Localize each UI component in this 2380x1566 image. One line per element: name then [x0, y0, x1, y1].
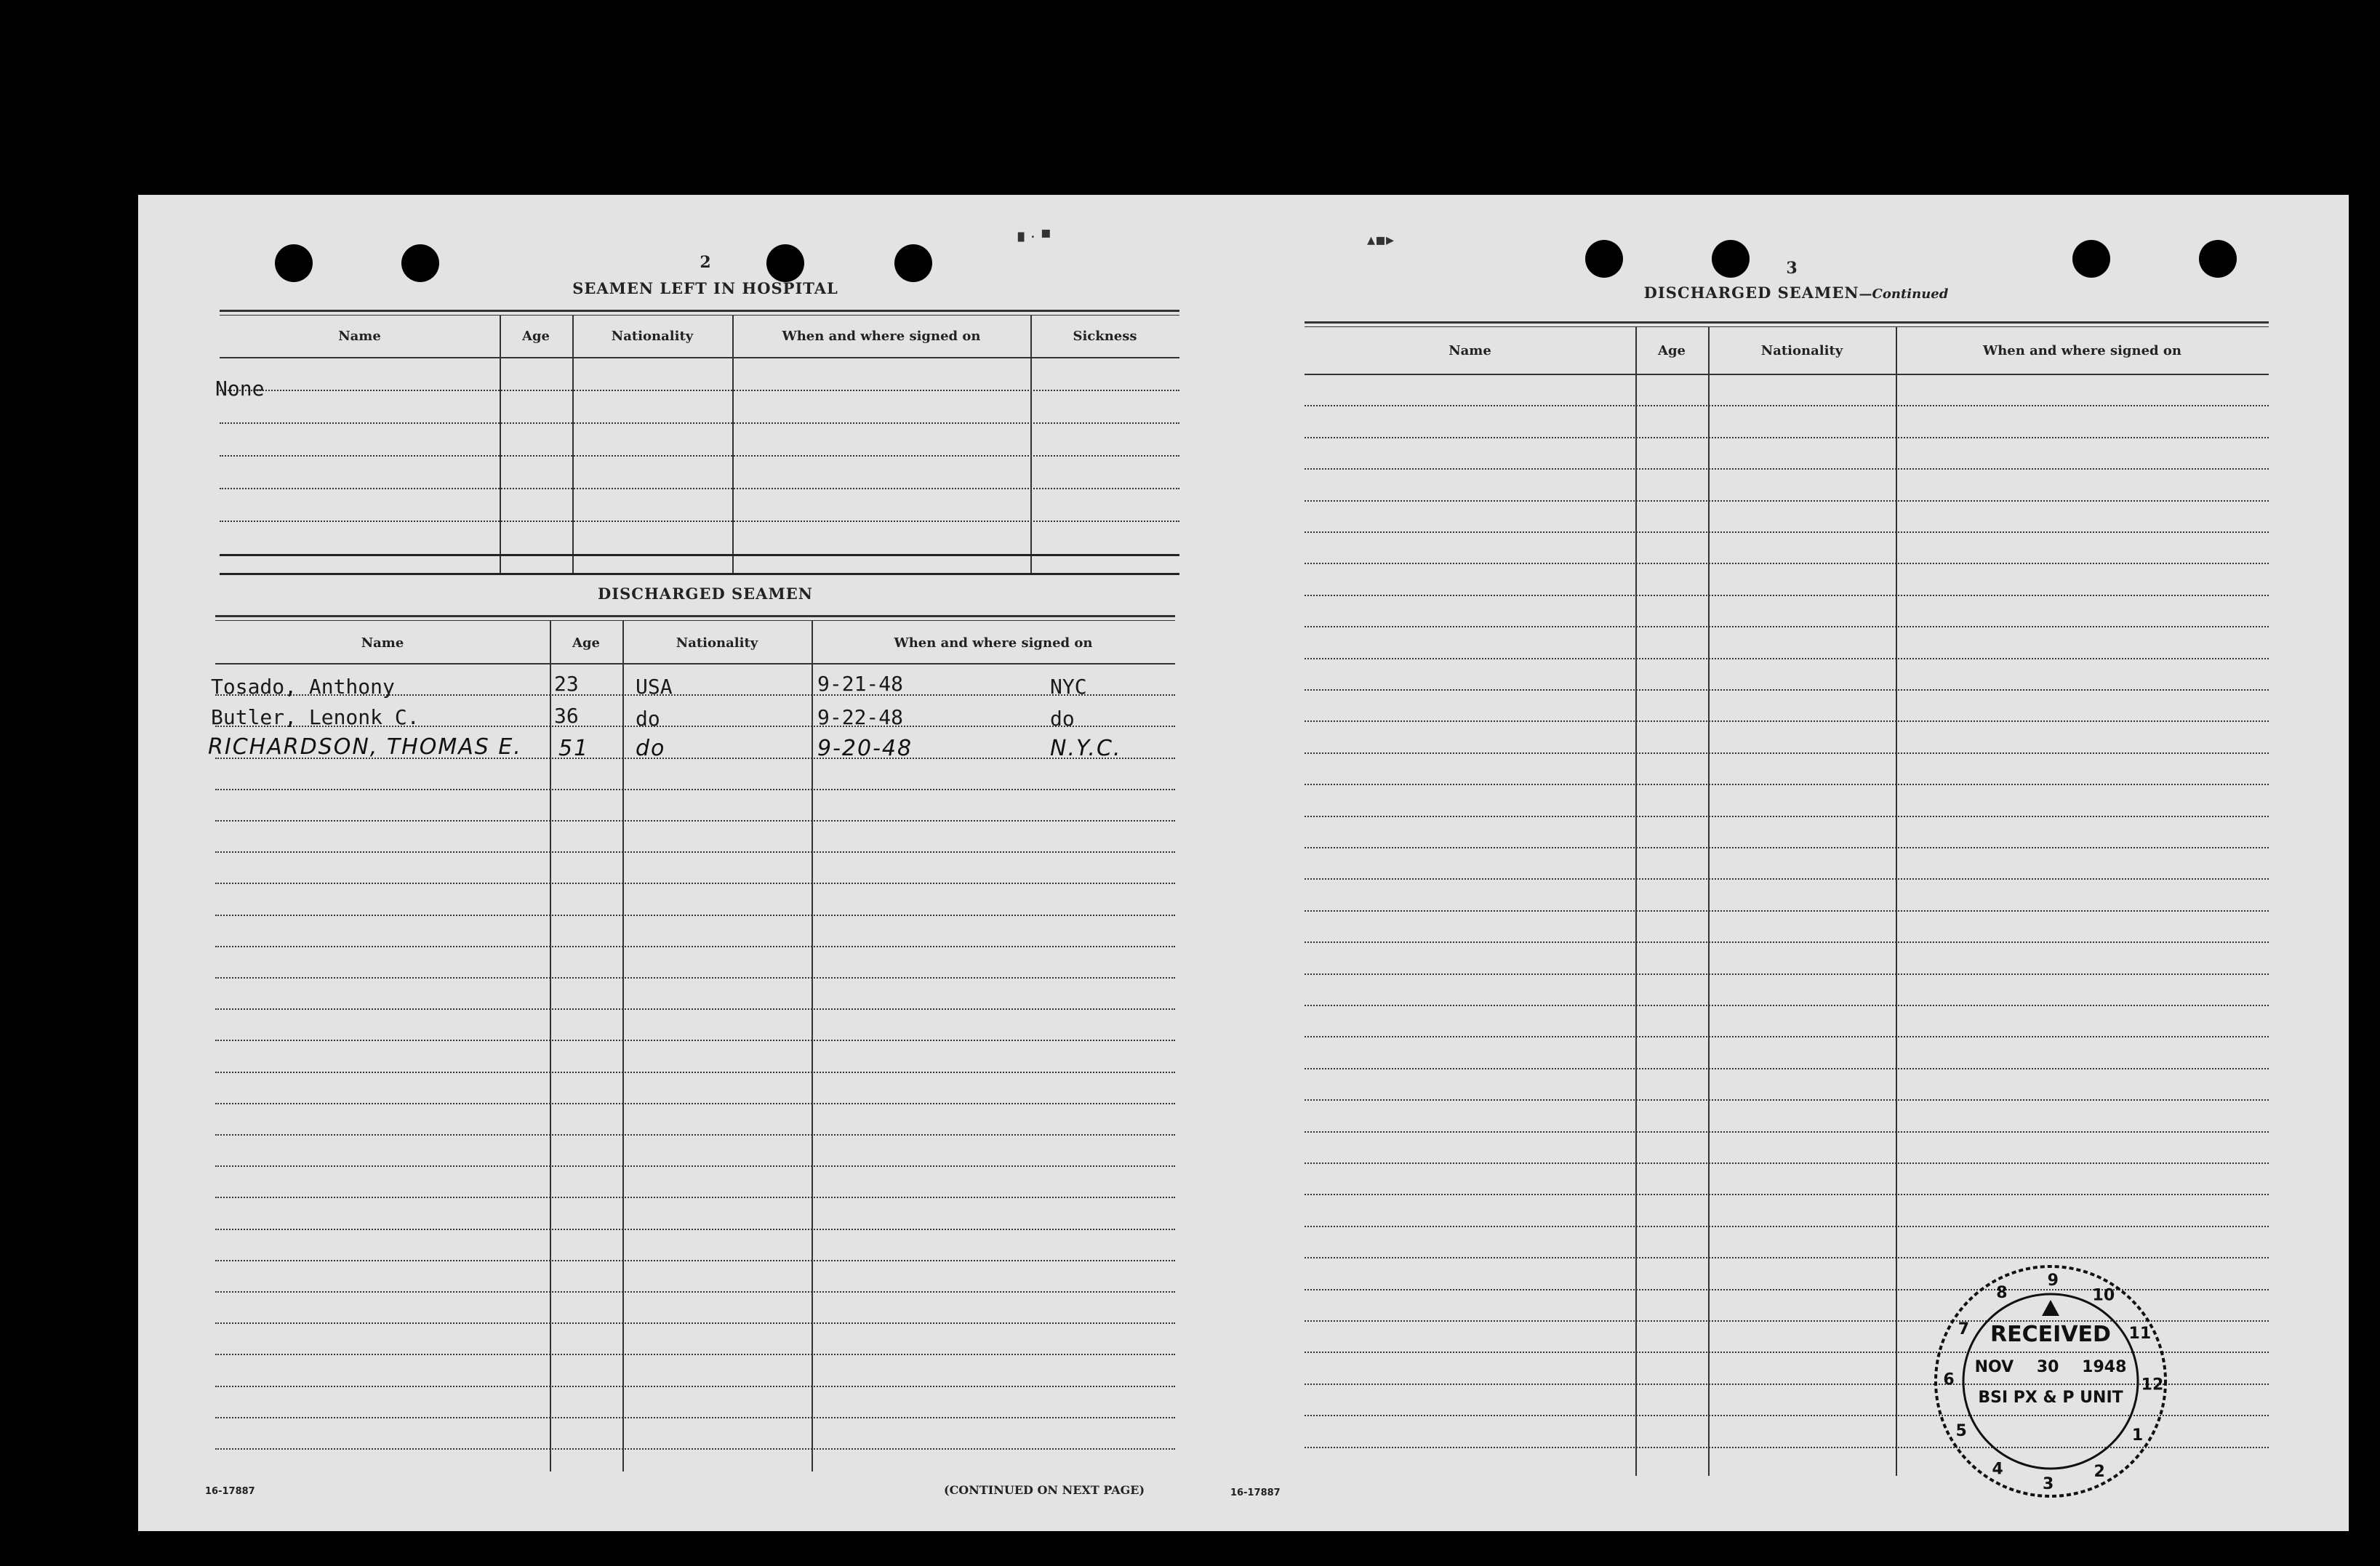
- discharged-row-2-place: do: [1050, 707, 1075, 731]
- punch-hole: [275, 244, 313, 282]
- ruled-line: [1305, 816, 2269, 817]
- col-header-name: Name: [338, 329, 381, 344]
- stamp-ring-number: 12: [2141, 1376, 2164, 1394]
- ruled-line: [215, 1417, 1175, 1418]
- ruled-line: [1305, 1068, 2269, 1069]
- discharged-row-2-nationality: do: [636, 707, 660, 731]
- stamp-unit: BSI PX & P UNIT: [1978, 1389, 2123, 1407]
- ruled-line: [215, 1260, 1175, 1261]
- stamp-month: NOV: [1974, 1358, 2014, 1376]
- stamp-ring-number: 9: [2047, 1272, 2059, 1290]
- ruled-line: [215, 1072, 1175, 1073]
- right-title-main: DISCHARGED SEAMEN: [1643, 284, 1859, 302]
- left-page: [138, 195, 1222, 1531]
- stamp-ring-number: 3: [2043, 1474, 2054, 1493]
- stamp-ring-number: 7: [1958, 1320, 1970, 1339]
- ruled-line: [215, 883, 1175, 884]
- discharged-row-1-date: 9-21-48: [817, 672, 904, 696]
- document-sheet: [138, 195, 2349, 1531]
- discharged-row-3-name: RICHARDSON, THOMAS E.: [208, 734, 522, 760]
- ruled-line: [215, 789, 1175, 790]
- ruled-line: [1305, 531, 2269, 533]
- ruled-line: [1305, 1131, 2269, 1133]
- ruled-line: [1305, 437, 2269, 438]
- ruled-line: [1305, 847, 2269, 848]
- discharged-row-1-age: 23: [554, 672, 579, 696]
- ruled-line: [1305, 658, 2269, 659]
- hospital-section-title: SEAMEN LEFT IN HOSPITAL: [572, 279, 838, 297]
- discharged-row-2-date: 9-22-48: [817, 705, 904, 729]
- received-stamp: [1927, 1258, 2174, 1505]
- ruled-line: [215, 851, 1175, 853]
- ruled-line: [215, 946, 1175, 947]
- stamp-ring: [1927, 1258, 2174, 1505]
- stamp-year: 1948: [2082, 1358, 2127, 1376]
- ruled-line: [215, 1322, 1175, 1324]
- ruled-line: [1305, 941, 2269, 943]
- stamp-day: 30: [2036, 1358, 2059, 1376]
- discharged-section-title: DISCHARGED SEAMEN: [598, 585, 813, 603]
- discharged-row-2-name: Butler, Lenonk C.: [211, 705, 420, 729]
- discharged-row-3-nationality: do: [636, 736, 666, 761]
- ruled-line: [1305, 1163, 2269, 1164]
- form-number: 16-17887: [205, 1486, 255, 1497]
- ruled-line: [1305, 1005, 2269, 1006]
- page-number: 3: [1786, 259, 1798, 278]
- ruled-line: [215, 977, 1175, 979]
- stamp-ring-number: 2: [2093, 1462, 2105, 1481]
- mark: ▴▪▸: [1367, 231, 1394, 249]
- stamp-ring-number: 1: [2131, 1426, 2144, 1445]
- ruled-line: [1305, 626, 2269, 627]
- ruled-line: [215, 1165, 1175, 1167]
- mark: ▖. ▪: [1018, 224, 1051, 242]
- ruled-line: [1305, 784, 2269, 785]
- stamp-ring-number: 11: [2128, 1324, 2152, 1343]
- discharged-row-1-place: NYC: [1050, 675, 1087, 699]
- ruled-line: [1305, 1226, 2269, 1227]
- ruled-line: [215, 1103, 1175, 1104]
- discharged-row-1-name: Tosado, Anthony: [211, 675, 395, 699]
- stamp-ring-number: 5: [1955, 1422, 1967, 1441]
- stamp-ring-number: 10: [2092, 1286, 2115, 1305]
- ruled-line: [215, 1386, 1175, 1387]
- ruled-line: [1305, 405, 2269, 406]
- stamp-date: [1927, 1358, 2174, 1376]
- punch-hole: [894, 244, 932, 282]
- col-header-age: Age: [521, 329, 550, 344]
- ruled-line: [1305, 374, 2269, 375]
- ruled-line: [1305, 720, 2269, 722]
- stamp-label: RECEIVED: [1990, 1322, 2111, 1347]
- ruled-line: [1305, 500, 2269, 502]
- ruled-line: [1305, 1036, 2269, 1037]
- stamp-ring-number: 8: [1996, 1284, 2008, 1303]
- ruled-line: [1305, 910, 2269, 912]
- ruled-line: [215, 915, 1175, 916]
- punch-hole: [2072, 240, 2110, 278]
- stamp-ring-number: 6: [1943, 1370, 1955, 1389]
- punch-hole: [401, 244, 439, 282]
- ruled-line: [215, 1197, 1175, 1198]
- col-header-name: Name: [361, 635, 404, 651]
- punch-hole: [2199, 240, 2237, 278]
- discharged-row-2-age: 36: [554, 704, 579, 728]
- ruled-line: [1305, 563, 2269, 564]
- stamp-ring-number: 4: [1992, 1460, 2003, 1479]
- ruled-line: [215, 1229, 1175, 1230]
- ruled-line: [1305, 1099, 2269, 1101]
- ruled-line: [215, 1291, 1175, 1293]
- col-header-age: Age: [1657, 343, 1686, 358]
- right-page: [1222, 195, 2349, 1531]
- col-header-name: Name: [1449, 343, 1491, 358]
- ruled-line: [215, 1448, 1175, 1450]
- form-number: 16-17887: [1230, 1487, 1281, 1498]
- ruled-line: [215, 820, 1175, 822]
- col-header-nationality: Nationality: [676, 635, 758, 651]
- hospital-entry-none: None: [215, 377, 265, 401]
- ruled-line: [1305, 468, 2269, 470]
- ruled-line: [1305, 689, 2269, 691]
- col-header-nationality: Nationality: [1760, 343, 1843, 358]
- ruled-line: [215, 663, 1175, 664]
- right-section-title: [1629, 284, 1963, 302]
- ruled-line: [1305, 973, 2269, 975]
- ruled-line: [1305, 1194, 2269, 1195]
- discharged-row-3-date: 9-20-48: [817, 736, 913, 761]
- ruled-line: [1305, 752, 2269, 754]
- page-number: 2: [700, 253, 711, 272]
- punch-hole: [1585, 240, 1623, 278]
- ruled-line: [1305, 878, 2269, 880]
- ruled-line: [215, 1040, 1175, 1041]
- discharged-row-1-nationality: USA: [636, 675, 673, 699]
- discharged-row-3-place: N.Y.C.: [1050, 736, 1122, 761]
- col-header-signed-on: When and where signed on: [1983, 343, 2181, 358]
- col-header-sickness: Sickness: [1073, 329, 1137, 344]
- punch-hole: [766, 244, 804, 282]
- ruled-line: [215, 1008, 1175, 1010]
- col-header-signed-on: When and where signed on: [894, 635, 1093, 651]
- right-title-suffix: —Continued: [1859, 286, 1949, 302]
- col-header-age: Age: [572, 635, 600, 651]
- punch-hole: [1712, 240, 1750, 278]
- col-header-nationality: Nationality: [611, 329, 694, 344]
- discharged-row-3-age: 51: [558, 736, 590, 761]
- ruled-line: [215, 1134, 1175, 1136]
- col-header-signed-on: When and where signed on: [782, 329, 981, 344]
- ruled-line: [1305, 595, 2269, 596]
- continued-note: (CONTINUED ON NEXT PAGE): [944, 1483, 1145, 1497]
- ruled-line: [215, 1354, 1175, 1355]
